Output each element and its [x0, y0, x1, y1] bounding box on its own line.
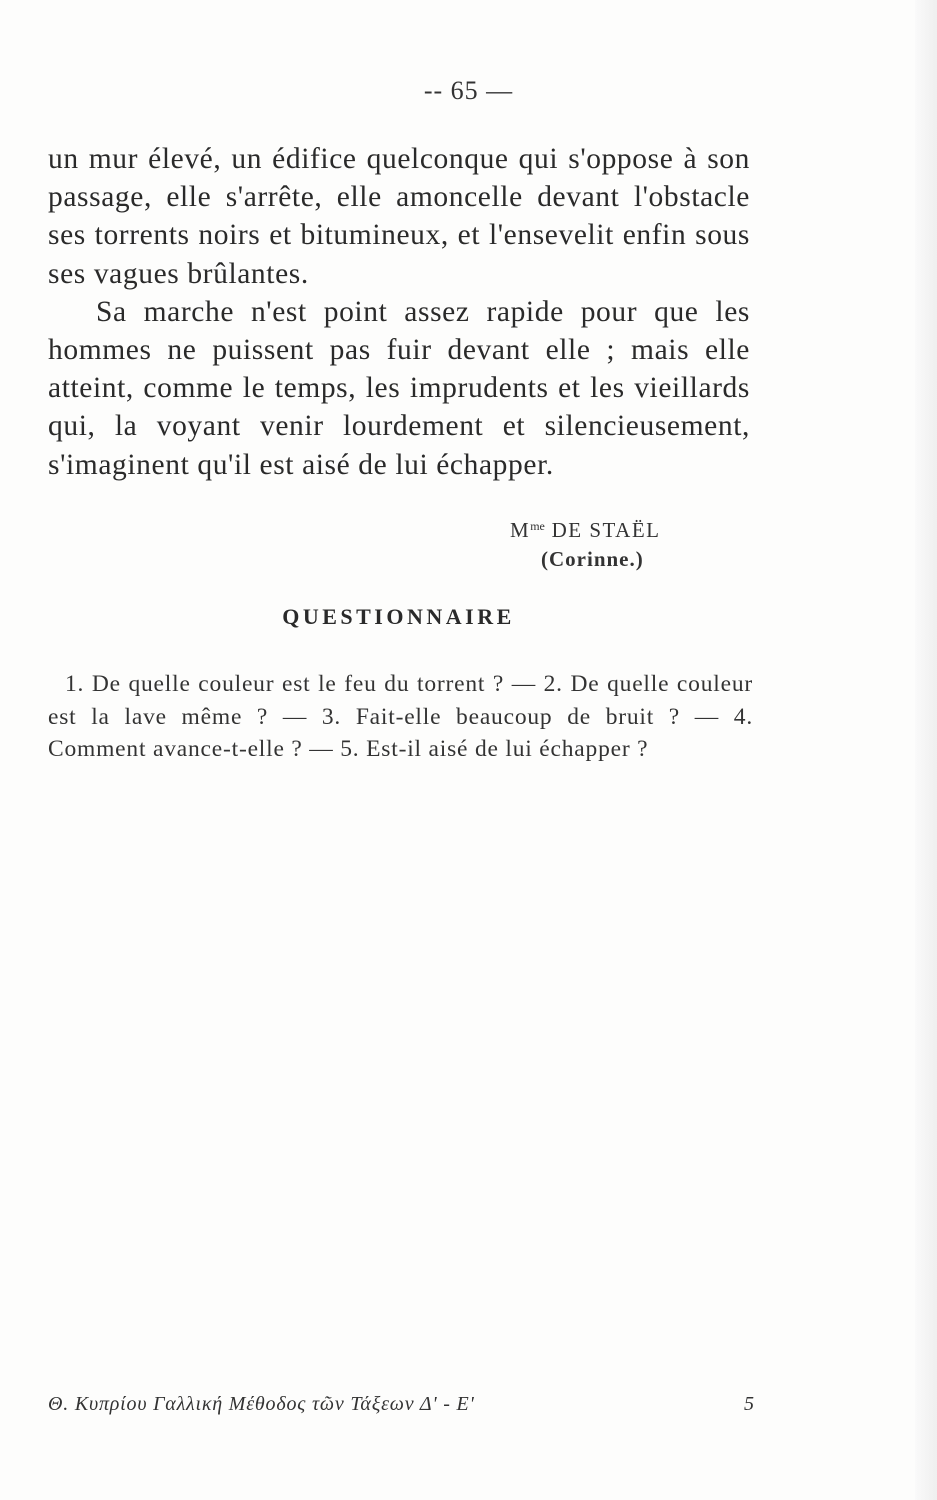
source-work: (Corinne.)	[541, 547, 644, 571]
author-signature	[510, 518, 661, 543]
footer-signature-mark: 5	[744, 1393, 754, 1415]
questionnaire-heading: QUESTIONNAIRE	[282, 604, 515, 629]
body-text	[48, 140, 750, 484]
author-title-superscript: me	[530, 519, 545, 533]
author-title: M	[510, 518, 531, 542]
page-edge	[915, 0, 937, 1500]
paragraph-1: un mur élevé, un édifice quelconque qui s'oppose à son passage, elle s'arrête, elle amoncelle devant l'obstacle ses torrents noirs et bitumineux, et l'ensevelit enfin sous ses vagues brûlantes.	[48, 143, 750, 290]
questionnaire-questions: 1. De quelle couleur est le feu du torrent ? — 2. De quelle couleur est la lave même ? — 3. Fait-elle beaucoup de bruit ? — 4. Comment avance-t-elle ? — 5. Est-il aisé de lui échapper ?	[48, 671, 753, 762]
page-number: -- 65 —	[423, 76, 514, 105]
paragraph-2: Sa marche n'est point assez rapide pour que les hommes ne puissent pas fuir devant elle ; mais elle atteint, comme le temps, les imprudents et les vieillards qui, la voyant venir lourdement et silencieusement, s'imaginent qu'il est aisé de lui échapper.	[48, 295, 750, 481]
footer-book-title: Θ. Κυπρίου Γαλλική Μέθοδος τῶν Τάξεων Δ' - Ε'	[48, 1393, 475, 1415]
author-name: DE STAËL	[551, 518, 661, 542]
